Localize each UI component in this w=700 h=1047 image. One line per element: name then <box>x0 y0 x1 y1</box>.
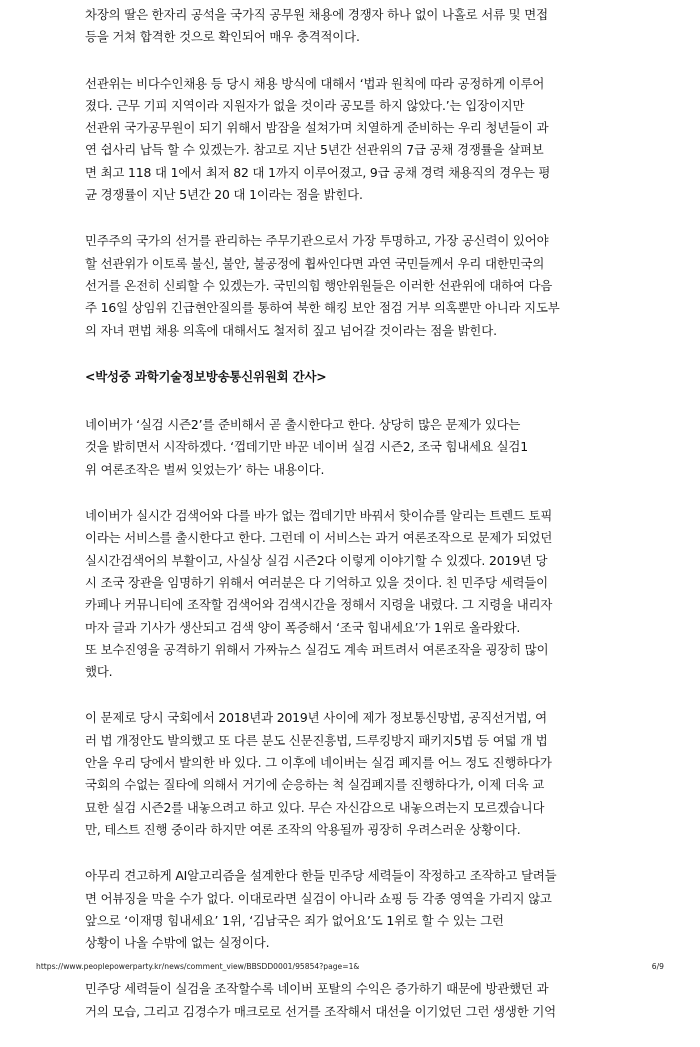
text-line: 했다. <box>85 664 113 680</box>
text-line: 이 문제로 당시 국회에서 2018년과 2019년 사이에 제가 정보통신망법, 공직선거법, 여 <box>85 710 547 726</box>
text-line: 선관위는 비다수인채용 등 당시 채용 방식에 대해서 ‘법과 원칙에 따라 공정하게 이루어 <box>85 75 545 91</box>
text-line: 이라는 서비스를 출시한다고 한다. 그런데 이 서비스는 과거 여론조작으로 문제가 되었던 <box>85 530 553 546</box>
text-line: 등을 거쳐 합격한 것으로 확인되어 매우 충격적이다. <box>85 29 360 45</box>
text-line: 할 선관위가 이토록 불신, 불안, 불공정에 휩싸인다면 과연 국민들께서 우리 대한민국의 <box>85 255 545 271</box>
paragraph <box>85 978 617 1023</box>
paragraph <box>85 73 617 207</box>
text-line: 또 보수진영을 공격하기 위해서 가짜뉴스 실검도 계속 퍼트려서 여론조작을 굉장히 많이 <box>85 641 549 657</box>
text-line: 카페나 커뮤니티에 조작할 검색어와 검색시간을 정해서 지령을 내렸다. 그 지령을 내리자 <box>85 597 553 613</box>
paragraph <box>85 505 617 683</box>
text-line: 면 어뷰징을 막을 수가 없다. 이대로라면 실검이 아니라 쇼핑 등 각종 영역을 가리지 않고 <box>85 890 552 906</box>
speech-section <box>85 414 617 1023</box>
text-line: 만, 테스트 진행 중이라 하지만 여론 조작의 악용될까 굉장히 우려스러운 상황이다. <box>85 821 521 837</box>
text-line: 민주당 세력들이 실검을 조작할수록 네이버 포탈의 수익은 증가하기 때문에 방관했던 과 <box>85 981 549 997</box>
section-heading-text: <박성중 과학기술정보방송통신위원회 간사> <box>85 368 327 384</box>
page-footer <box>36 962 664 976</box>
intro-section <box>85 4 617 342</box>
source-url: https://www.peoplepowerparty.kr/news/comment_view/BBSDD0001/95854?page=1& <box>36 962 360 971</box>
text-line: 주 16일 상임위 긴급현안질의를 통하여 북한 해킹 보안 점검 거부 의혹뿐만 아니라 지도부 <box>85 300 560 316</box>
text-line: 안을 우리 당에서 발의한 바 있다. 그 이후에 네이버는 실검 폐지를 어느 정도 진행하다가 <box>85 755 552 771</box>
text-line: 면 최고 118 대 1에서 최저 82 대 1까지 이루어졌고, 9급 공채 경력 채용직의 경우는 평 <box>85 164 551 180</box>
paragraph <box>85 865 617 954</box>
text-line: 네이버가 실시간 검색어와 다를 바가 없는 껍데기만 바꿔서 핫이슈를 알리는 트렌드 토픽 <box>85 508 553 524</box>
text-line: 러 법 개정안도 발의했고 또 다른 분도 신문진흥법, 드루킹방지 패키지5법 등 여덟 개 법 <box>85 732 548 748</box>
text-line: 묘한 실검 시즌2를 내놓으려고 하고 있다. 무슨 자신감으로 내놓으려는지 모르겠습니다 <box>85 799 545 815</box>
page-number: 6/9 <box>651 962 664 971</box>
text-line: 선관위 국가공무원이 되기 위해서 밤잠을 설쳐가며 치열하게 준비하는 우리 청년들이 과 <box>85 120 549 136</box>
paragraph <box>85 707 617 841</box>
paragraph <box>85 4 617 49</box>
text-line: 균 경쟁률이 지난 5년간 20 대 1이라는 점을 밝힌다. <box>85 187 363 203</box>
paragraph <box>85 230 617 341</box>
text-line: 선거를 온전히 신뢰할 수 있겠는가. 국민의힘 행안위원들은 이러한 선관위에 대하여 다음 <box>85 277 553 293</box>
text-line: 앞으로 ‘이재명 힘내세요’ 1위, ‘김남국은 죄가 없어요’도 1위로 할 수 있는 그런 <box>85 912 504 928</box>
text-line: 국회의 수없는 질타에 의해서 거기에 순응하는 척 실검폐지를 진행하다가, 이제 더욱 교 <box>85 777 545 793</box>
text-line: 실시간검색어의 부활이고, 사실상 실검 시즌2다 이렇게 이야기할 수 있겠다. 2019년 당 <box>85 552 548 568</box>
document-body <box>85 4 617 1047</box>
text-line: 시 조국 장관을 임명하기 위해서 여러분은 다 기억하고 있을 것이다. 친 민주당 세력들이 <box>85 574 548 590</box>
text-line: 위 여론조작은 벌써 잊었는가’ 하는 내용이다. <box>85 461 325 477</box>
text-line: 민주주의 국가의 선거를 관리하는 주무기관으로서 가장 투명하고, 가장 공신력이 있어야 <box>85 233 549 249</box>
text-line: 차장의 딸은 한자리 공석을 국가직 공무원 채용에 경쟁자 하나 없이 나홀로 서류 및 면접 <box>85 7 548 22</box>
paragraph <box>85 414 617 481</box>
text-line: 것을 밝히면서 시작하겠다. ‘껍데기만 바꾼 네이버 실검 시즌2, 조국 힘내세요 실검1 <box>85 439 528 455</box>
text-line: 의 자녀 편법 채용 의혹에 대해서도 철저히 짚고 넘어갈 것이라는 점을 밝힌다. <box>85 322 497 338</box>
text-line: 졌다. 근무 기피 지역이라 지원자가 없을 것이라 공모를 하지 않았다.’는 입장이지만 <box>85 97 525 113</box>
text-line: 네이버가 ‘실검 시즌2’를 준비해서 곧 출시한다고 한다. 상당히 많은 문제가 있다는 <box>85 417 521 433</box>
text-line: 마자 글과 기사가 생산되고 검색 양이 폭증해서 ‘조국 힘내세요’가 1위로 올라왔다. <box>85 619 521 635</box>
text-line: 상황이 나올 수밖에 없는 실정이다. <box>85 935 270 951</box>
text-line: 아무리 견고하게 AI알고리즘을 설계한다 한들 민주당 세력들이 작정하고 조작하고 달려들 <box>85 868 557 884</box>
text-line: 거의 모습, 그리고 김경수가 매크로로 선거를 조작해서 대선을 이기었던 그런 생생한 기억 <box>85 1003 556 1019</box>
section-heading <box>85 366 617 388</box>
text-line: 연 쉽사리 납득 할 수 있겠는가. 참고로 지난 5년간 선관위의 7급 공채 경쟁률을 살펴보 <box>85 142 544 158</box>
